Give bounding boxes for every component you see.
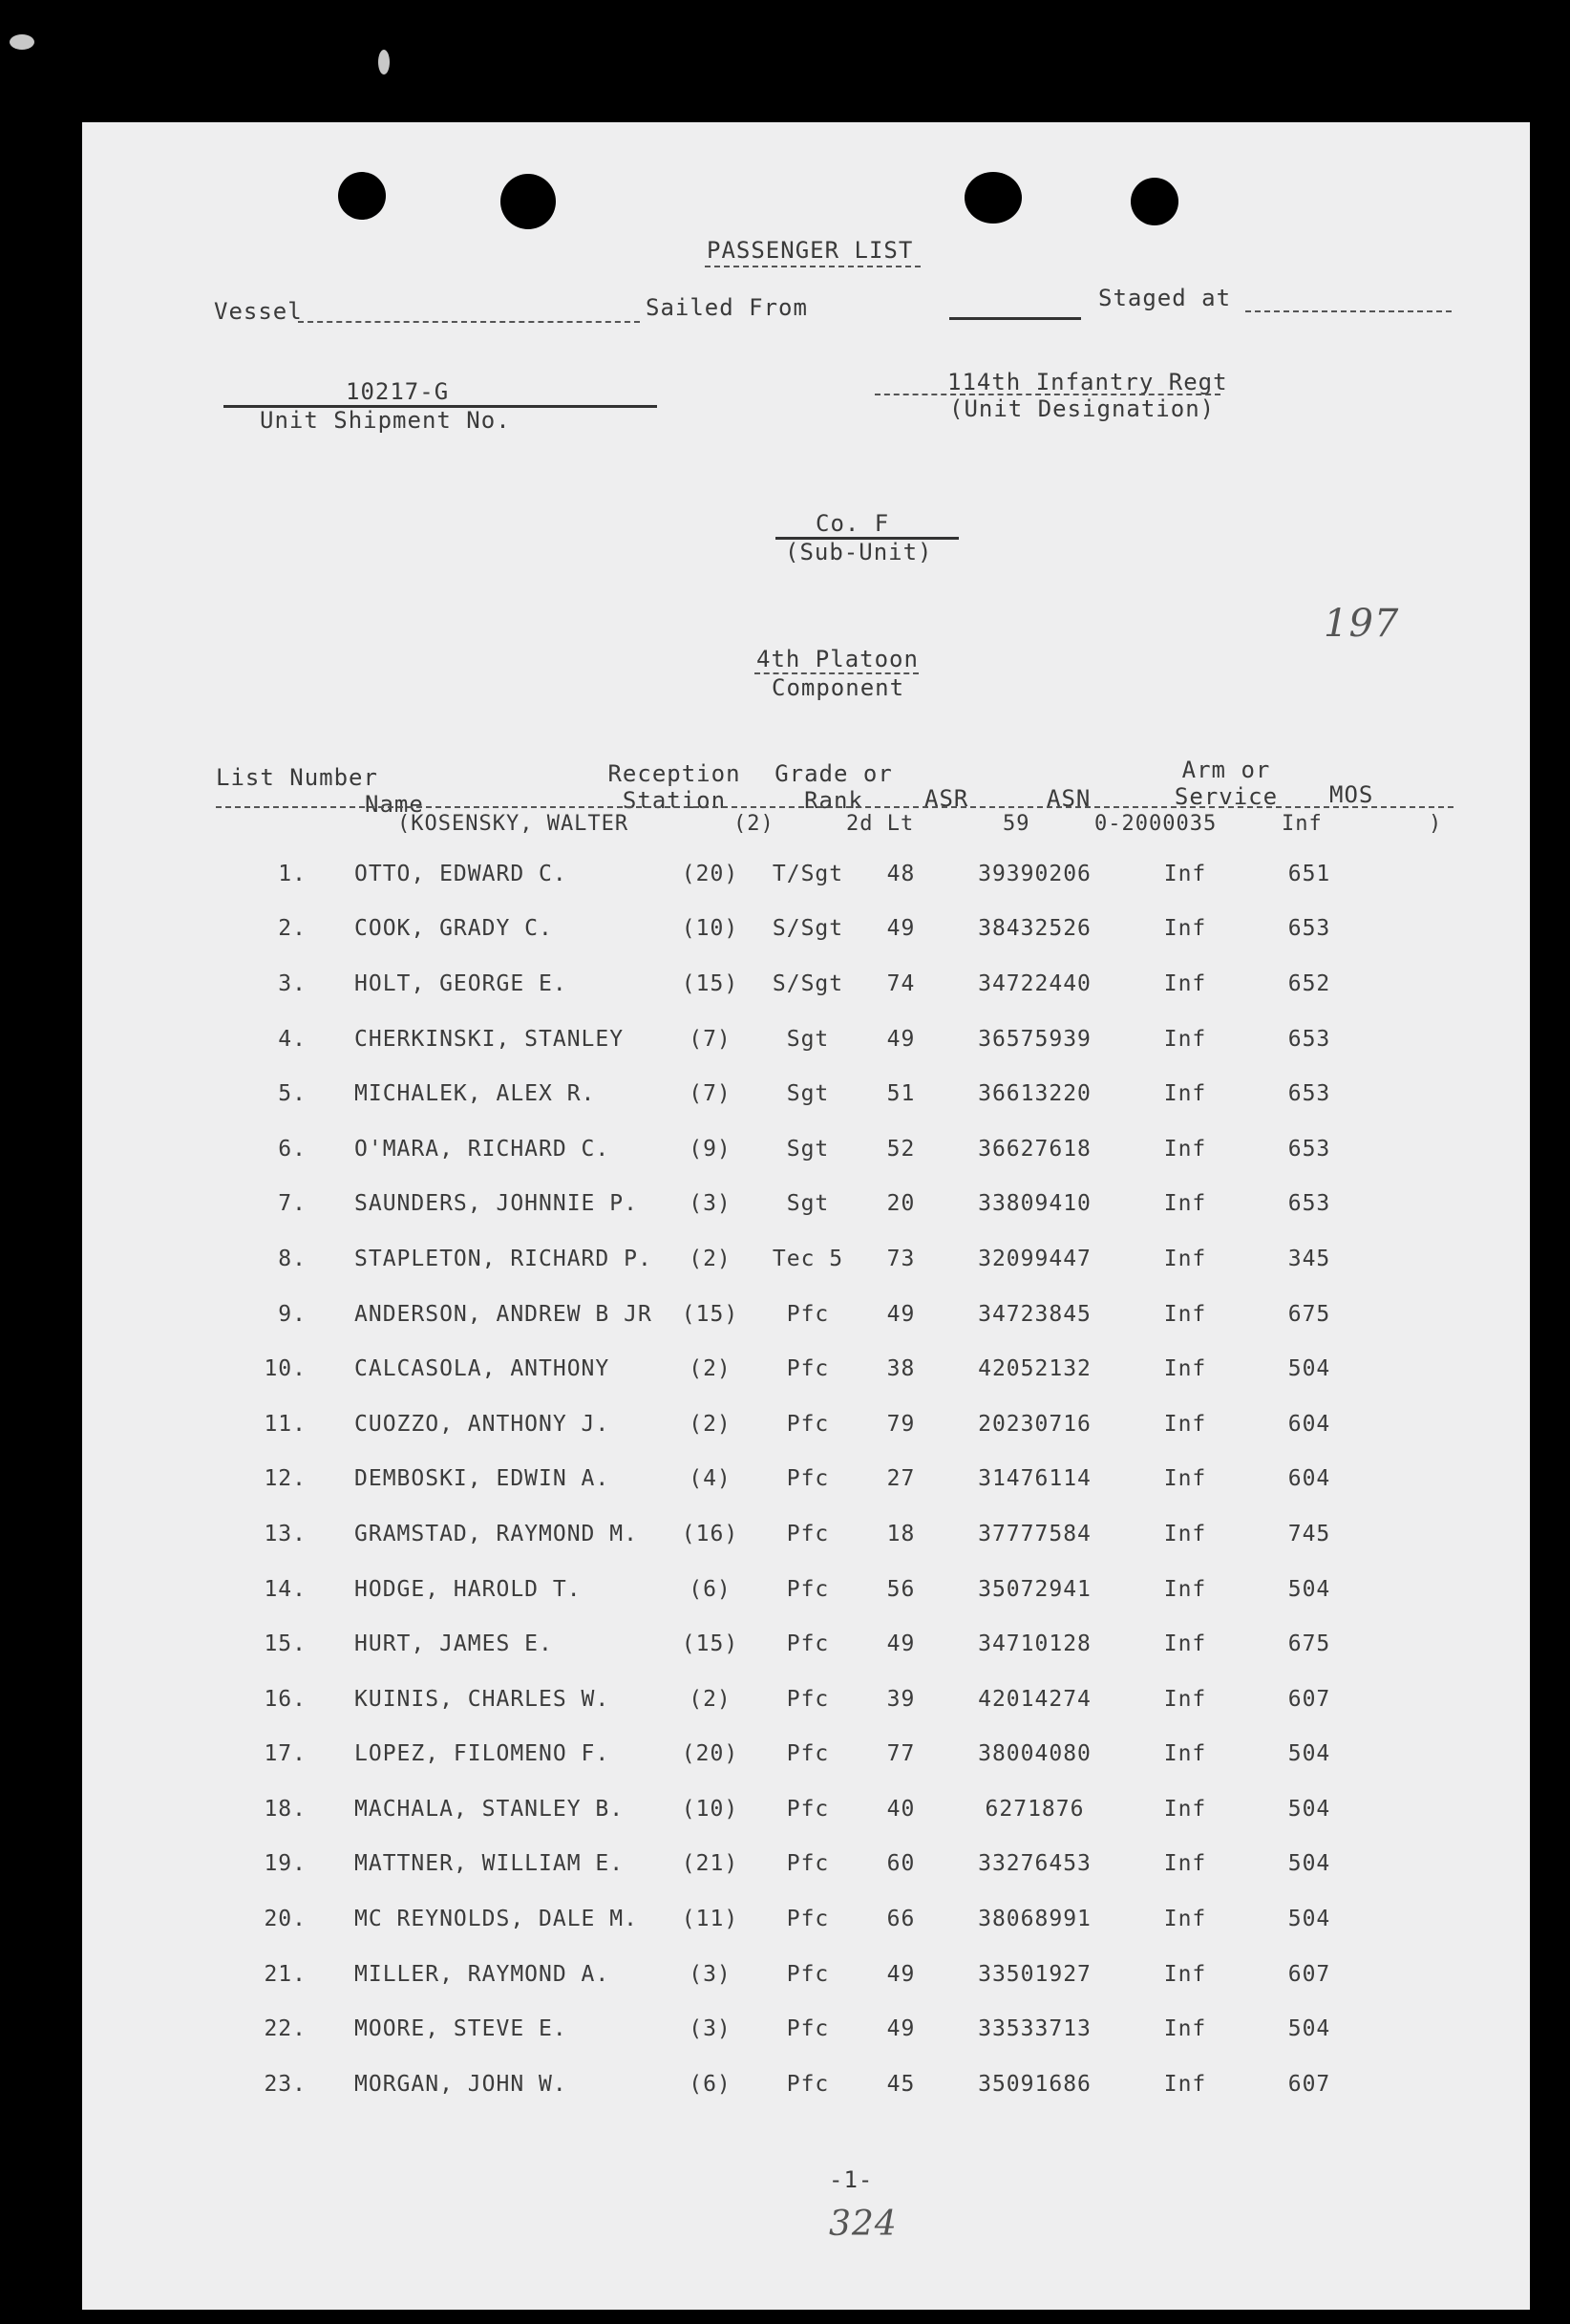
table-row: [216, 1341, 1381, 1397]
cell-mos: 653: [1287, 1136, 1331, 1162]
cell-asn: 33276453: [978, 1851, 1092, 1877]
officer-name: (KOSENSKY, WALTER: [397, 812, 629, 836]
cell-reception-station: (10): [681, 1796, 739, 1822]
officer-asr: 59: [1003, 812, 1030, 836]
cell-asn: 42052132: [978, 1356, 1092, 1382]
cell-arm-service: Inf: [1163, 1907, 1207, 1932]
cell-reception-station: (21): [681, 1851, 739, 1877]
cell-asn: 34723845: [978, 1301, 1092, 1327]
cell-mos: 653: [1287, 1191, 1331, 1217]
table-row: [216, 1397, 1381, 1452]
cell-arm-service: Inf: [1163, 1796, 1207, 1822]
cell-arm-service: Inf: [1163, 1136, 1207, 1162]
cell-reception-station: (4): [689, 1466, 732, 1492]
cell-grade: Sgt: [786, 1026, 830, 1052]
col-header-asn: ASN: [1047, 785, 1092, 812]
cell-asn: 31476114: [978, 1466, 1092, 1492]
cell-asn: 33809410: [978, 1191, 1092, 1217]
cell-arm-service: Inf: [1163, 2071, 1207, 2097]
cell-grade: Sgt: [786, 1136, 830, 1162]
cell-list-number: 17.: [264, 1741, 307, 1767]
cell-name: HURT, JAMES E.: [354, 1631, 553, 1657]
cell-list-number: 8.: [278, 1246, 307, 1271]
cell-reception-station: (6): [689, 2071, 732, 2097]
cell-arm-service: Inf: [1163, 1356, 1207, 1382]
passenger-list-page: [82, 122, 1530, 2310]
cell-mos: 504: [1287, 1741, 1331, 1767]
cell-asn: 36627618: [978, 1136, 1092, 1162]
title-underline: [705, 266, 921, 267]
table-row: [216, 1616, 1381, 1672]
cell-mos: 504: [1287, 1356, 1331, 1382]
cell-name: MORGAN, JOHN W.: [354, 2071, 567, 2097]
cell-mos: 675: [1287, 1301, 1331, 1327]
cell-name: CALCASOLA, ANTHONY: [354, 1356, 610, 1382]
unit-designation-label: (Unit Designation): [949, 395, 1216, 422]
staged-at-label: Staged at: [1098, 285, 1232, 311]
cell-list-number: 20.: [264, 1907, 307, 1932]
cell-name: CUOZZO, ANTHONY J.: [354, 1411, 610, 1437]
cell-list-number: 5.: [278, 1081, 307, 1107]
cell-arm-service: Inf: [1163, 916, 1207, 942]
cell-list-number: 13.: [264, 1521, 307, 1546]
cell-mos: 504: [1287, 1796, 1331, 1822]
col-header-grade: Grade or Rank: [774, 760, 893, 814]
cell-mos: 504: [1287, 2016, 1331, 2042]
cell-name: ANDERSON, ANDREW B JR: [354, 1301, 652, 1327]
table-row: [216, 1012, 1381, 1067]
cell-reception-station: (7): [689, 1026, 732, 1052]
cell-reception-station: (15): [681, 1631, 739, 1657]
cell-grade: Pfc: [786, 1411, 830, 1437]
cell-arm-service: Inf: [1163, 2016, 1207, 2042]
cell-grade: S/Sgt: [772, 916, 844, 942]
cell-arm-service: Inf: [1163, 1631, 1207, 1657]
cell-asr: 49: [886, 1961, 916, 1987]
cell-list-number: 19.: [264, 1851, 307, 1877]
table-row: [216, 1727, 1381, 1782]
cell-mos: 504: [1287, 1576, 1331, 1602]
cell-name: MATTNER, WILLIAM E.: [354, 1851, 625, 1877]
cell-asr: 40: [886, 1796, 916, 1822]
cell-asn: 38004080: [978, 1741, 1092, 1767]
shipment-number: 10217-G: [346, 378, 450, 405]
cell-grade: Pfc: [786, 1741, 830, 1767]
cell-name: OTTO, EDWARD C.: [354, 861, 567, 886]
cell-mos: 653: [1287, 916, 1331, 942]
cell-asr: 66: [886, 1907, 916, 1932]
cell-grade: Pfc: [786, 1631, 830, 1657]
col-header-reception-station: Reception Station: [607, 760, 741, 814]
officer-arm: Inf: [1282, 812, 1323, 836]
unit-designation: 114th Infantry Regt: [947, 369, 1228, 395]
cell-asn: 32099447: [978, 1246, 1092, 1271]
cell-asn: 38068991: [978, 1907, 1092, 1932]
dust-speck: [10, 34, 34, 50]
punch-hole: [965, 172, 1022, 224]
cell-reception-station: (2): [689, 1686, 732, 1712]
punch-hole: [500, 174, 556, 229]
punch-hole: [338, 172, 386, 220]
stamp-number: 197: [1324, 602, 1400, 646]
cell-asr: 49: [886, 2016, 916, 2042]
cell-asn: 34722440: [978, 970, 1092, 996]
cell-asr: 48: [886, 861, 916, 886]
document-title: PASSENGER LIST: [707, 237, 914, 264]
cell-grade: Pfc: [786, 1686, 830, 1712]
cell-arm-service: Inf: [1163, 1411, 1207, 1437]
cell-list-number: 1.: [278, 861, 307, 886]
cell-arm-service: Inf: [1163, 1741, 1207, 1767]
cell-asn: 6271876: [985, 1796, 1085, 1822]
passenger-table-body: [216, 846, 1381, 2112]
header-underline: [216, 806, 1453, 808]
table-row: [216, 1066, 1381, 1121]
cell-asr: 27: [886, 1466, 916, 1492]
cell-mos: 675: [1287, 1631, 1331, 1657]
cell-mos: 651: [1287, 861, 1331, 886]
cell-name: CHERKINSKI, STANLEY: [354, 1026, 625, 1052]
table-row: [216, 2001, 1381, 2057]
cell-name: DEMBOSKI, EDWIN A.: [354, 1466, 610, 1492]
officer-row: [216, 812, 1457, 841]
cell-asn: 20230716: [978, 1411, 1092, 1437]
cell-asr: 20: [886, 1191, 916, 1217]
cell-grade: T/Sgt: [772, 861, 844, 886]
table-row: [216, 1177, 1381, 1232]
sub-unit: Co. F: [816, 510, 890, 537]
cell-name: MOORE, STEVE E.: [354, 2016, 567, 2042]
table-row: [216, 1672, 1381, 1727]
cell-mos: 604: [1287, 1411, 1331, 1437]
cell-name: MILLER, RAYMOND A.: [354, 1961, 610, 1987]
table-row: [216, 1231, 1381, 1287]
cell-grade: Pfc: [786, 1466, 830, 1492]
cell-grade: Pfc: [786, 1301, 830, 1327]
vessel-blank: [298, 321, 640, 323]
officer-asn: 0-2000035: [1094, 812, 1218, 836]
col-header-mos: MOS: [1329, 781, 1374, 808]
cell-mos: 604: [1287, 1466, 1331, 1492]
cell-mos: 504: [1287, 1851, 1331, 1877]
cell-asr: 56: [886, 1576, 916, 1602]
table-row: [216, 2057, 1381, 2112]
sub-unit-label: (Sub-Unit): [785, 539, 933, 565]
cell-asr: 45: [886, 2071, 916, 2097]
table-row: [216, 1837, 1381, 1892]
cell-list-number: 15.: [264, 1631, 307, 1657]
cell-arm-service: Inf: [1163, 1301, 1207, 1327]
component-label: Component: [772, 674, 905, 701]
cell-mos: 745: [1287, 1521, 1331, 1546]
cell-grade: Pfc: [786, 2016, 830, 2042]
col-header-asr: ASR: [924, 785, 969, 812]
vessel-label: Vessel: [214, 298, 303, 325]
cell-asn: 33533713: [978, 2016, 1092, 2042]
cell-name: O'MARA, RICHARD C.: [354, 1136, 610, 1162]
cell-arm-service: Inf: [1163, 1576, 1207, 1602]
cell-grade: Tec 5: [772, 1246, 844, 1271]
cell-list-number: 4.: [278, 1026, 307, 1052]
cell-grade: Pfc: [786, 1851, 830, 1877]
cell-mos: 653: [1287, 1081, 1331, 1107]
cell-mos: 652: [1287, 970, 1331, 996]
cell-mos: 607: [1287, 1961, 1331, 1987]
cell-grade: Pfc: [786, 1356, 830, 1382]
cell-asr: 38: [886, 1356, 916, 1382]
cell-reception-station: (15): [681, 1301, 739, 1327]
cell-name: STAPLETON, RICHARD P.: [354, 1246, 652, 1271]
officer-grade: 2d Lt: [846, 812, 915, 836]
cell-grade: Sgt: [786, 1191, 830, 1217]
cell-list-number: 23.: [264, 2071, 307, 2097]
cell-asn: 35072941: [978, 1576, 1092, 1602]
page-number: -1-: [829, 2166, 874, 2193]
table-row: [216, 1891, 1381, 1947]
table-row: [216, 1947, 1381, 2002]
cell-name: HODGE, HAROLD T.: [354, 1576, 582, 1602]
cell-mos: 345: [1287, 1246, 1331, 1271]
cell-reception-station: (6): [689, 1576, 732, 1602]
cell-list-number: 10.: [264, 1356, 307, 1382]
cell-asn: 36613220: [978, 1081, 1092, 1107]
cell-asn: 38432526: [978, 916, 1092, 942]
cell-name: LOPEZ, FILOMENO F.: [354, 1741, 610, 1767]
cell-reception-station: (15): [681, 970, 739, 996]
table-row: [216, 846, 1381, 902]
cell-asr: 49: [886, 1026, 916, 1052]
cell-reception-station: (2): [689, 1356, 732, 1382]
component: 4th Platoon: [756, 646, 919, 672]
cell-reception-station: (11): [681, 1907, 739, 1932]
passenger-table: [216, 846, 1381, 2112]
staged-at-blank: [1245, 310, 1452, 312]
cell-list-number: 14.: [264, 1576, 307, 1602]
cell-asr: 52: [886, 1136, 916, 1162]
cell-grade: Pfc: [786, 1796, 830, 1822]
cell-asn: 33501927: [978, 1961, 1092, 1987]
cell-list-number: 22.: [264, 2016, 307, 2042]
col-header-name: Name: [365, 791, 424, 818]
sailed-from-label: Sailed From: [646, 294, 808, 321]
col-header-arm: Arm or Service: [1174, 757, 1279, 810]
cell-grade: Pfc: [786, 1521, 830, 1546]
cell-list-number: 11.: [264, 1411, 307, 1437]
table-row: [216, 1452, 1381, 1507]
cell-arm-service: Inf: [1163, 1851, 1207, 1877]
cell-name: GRAMSTAD, RAYMOND M.: [354, 1521, 638, 1546]
cell-mos: 653: [1287, 1026, 1331, 1052]
cell-asr: 49: [886, 1301, 916, 1327]
table-row: [216, 1287, 1381, 1342]
table-row: [216, 902, 1381, 957]
cell-arm-service: Inf: [1163, 1081, 1207, 1107]
cell-arm-service: Inf: [1163, 970, 1207, 996]
shipment-number-label: Unit Shipment No.: [260, 407, 511, 434]
cell-name: SAUNDERS, JOHNNIE P.: [354, 1191, 638, 1217]
cell-asr: 51: [886, 1081, 916, 1107]
handwritten-number: 324: [829, 2205, 898, 2244]
table-row: [216, 1121, 1381, 1177]
cell-asr: 74: [886, 970, 916, 996]
cell-asr: 73: [886, 1246, 916, 1271]
cell-asn: 35091686: [978, 2071, 1092, 2097]
cell-arm-service: Inf: [1163, 861, 1207, 886]
cell-name: COOK, GRADY C.: [354, 916, 553, 942]
cell-grade: Pfc: [786, 2071, 830, 2097]
cell-grade: Pfc: [786, 1961, 830, 1987]
cell-reception-station: (20): [681, 861, 739, 886]
cell-asn: 37777584: [978, 1521, 1092, 1546]
cell-asr: 39: [886, 1686, 916, 1712]
table-row: [216, 956, 1381, 1012]
col-header-list-number: List Number: [216, 764, 378, 791]
cell-list-number: 6.: [278, 1136, 307, 1162]
cell-asn: 42014274: [978, 1686, 1092, 1712]
table-row: [216, 1506, 1381, 1562]
cell-arm-service: Inf: [1163, 1961, 1207, 1987]
cell-grade: Sgt: [786, 1081, 830, 1107]
cell-arm-service: Inf: [1163, 1026, 1207, 1052]
cell-reception-station: (7): [689, 1081, 732, 1107]
cell-reception-station: (2): [689, 1246, 732, 1271]
cell-list-number: 7.: [278, 1191, 307, 1217]
cell-reception-station: (9): [689, 1136, 732, 1162]
cell-name: MICHALEK, ALEX R.: [354, 1081, 596, 1107]
cell-list-number: 12.: [264, 1466, 307, 1492]
officer-station: (2): [733, 812, 774, 836]
cell-name: HOLT, GEORGE E.: [354, 970, 567, 996]
cell-asr: 60: [886, 1851, 916, 1877]
cell-asn: 39390206: [978, 861, 1092, 886]
cell-name: MACHALA, STANLEY B.: [354, 1796, 625, 1822]
cell-grade: Pfc: [786, 1907, 830, 1932]
cell-name: KUINIS, CHARLES W.: [354, 1686, 610, 1712]
cell-asr: 79: [886, 1411, 916, 1437]
cell-mos: 504: [1287, 1907, 1331, 1932]
officer-mos: ): [1429, 812, 1443, 836]
cell-list-number: 2.: [278, 916, 307, 942]
cell-reception-station: (16): [681, 1521, 739, 1546]
cell-reception-station: (2): [689, 1411, 732, 1437]
cell-asn: 36575939: [978, 1026, 1092, 1052]
cell-asr: 49: [886, 1631, 916, 1657]
cell-list-number: 18.: [264, 1796, 307, 1822]
cell-list-number: 3.: [278, 970, 307, 996]
cell-grade: Pfc: [786, 1576, 830, 1602]
cell-reception-station: (20): [681, 1741, 739, 1767]
cell-reception-station: (3): [689, 2016, 732, 2042]
cell-asr: 49: [886, 916, 916, 942]
cell-asn: 34710128: [978, 1631, 1092, 1657]
punch-hole: [1131, 178, 1178, 225]
cell-arm-service: Inf: [1163, 1191, 1207, 1217]
table-row: [216, 1781, 1381, 1837]
dust-speck: [378, 50, 390, 75]
cell-arm-service: Inf: [1163, 1466, 1207, 1492]
cell-asr: 77: [886, 1741, 916, 1767]
cell-list-number: 21.: [264, 1961, 307, 1987]
cell-arm-service: Inf: [1163, 1521, 1207, 1546]
sailed-from-blank: [949, 317, 1081, 320]
cell-list-number: 16.: [264, 1686, 307, 1712]
cell-reception-station: (3): [689, 1191, 732, 1217]
table-row: [216, 1562, 1381, 1617]
cell-list-number: 9.: [278, 1301, 307, 1327]
cell-asr: 18: [886, 1521, 916, 1546]
cell-name: MC REYNOLDS, DALE M.: [354, 1907, 638, 1932]
cell-mos: 607: [1287, 1686, 1331, 1712]
cell-reception-station: (3): [689, 1961, 732, 1987]
cell-reception-station: (10): [681, 916, 739, 942]
cell-arm-service: Inf: [1163, 1686, 1207, 1712]
cell-mos: 607: [1287, 2071, 1331, 2097]
cell-grade: S/Sgt: [772, 970, 844, 996]
cell-arm-service: Inf: [1163, 1246, 1207, 1271]
